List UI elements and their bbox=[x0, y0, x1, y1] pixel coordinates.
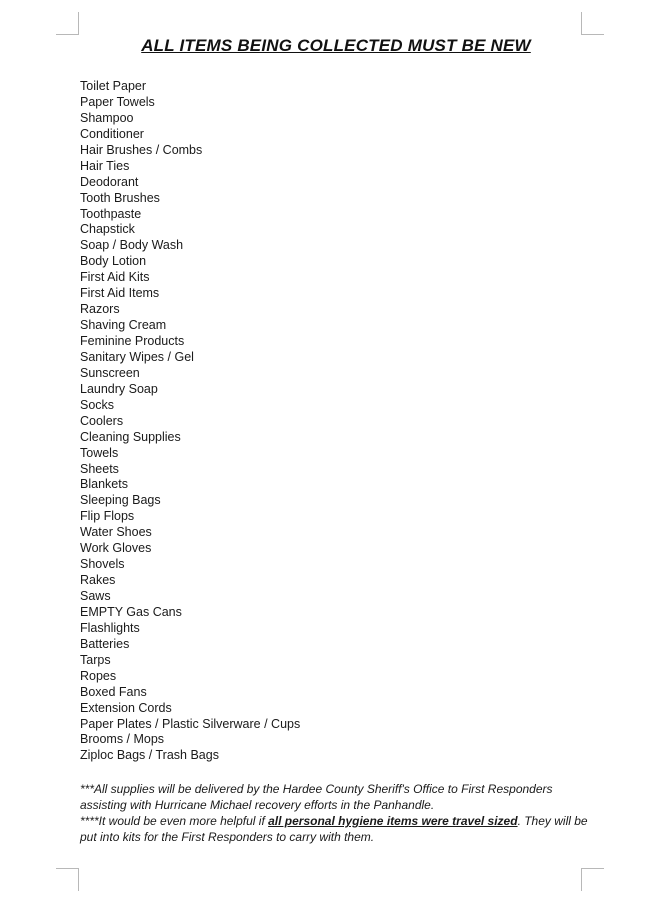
list-item: Flip Flops bbox=[80, 509, 135, 524]
list-item: Extension Cords bbox=[80, 700, 172, 715]
list-item: Hair Ties bbox=[80, 158, 130, 173]
hygiene-note bbox=[80, 813, 600, 845]
collection-item-list bbox=[80, 79, 300, 764]
list-item: Paper Towels bbox=[80, 94, 155, 109]
list-item: Water Shoes bbox=[80, 525, 152, 540]
list-item: Sanitary Wipes / Gel bbox=[80, 349, 194, 364]
list-item: Socks bbox=[80, 397, 115, 412]
list-item: Saws bbox=[80, 589, 111, 603]
list-item: Shampoo bbox=[80, 110, 134, 125]
list-item: Blankets bbox=[80, 477, 128, 492]
list-item: First Aid Kits bbox=[80, 270, 150, 285]
list-item: EMPTY Gas Cans bbox=[80, 604, 182, 619]
page-title: ALL ITEMS BEING COLLECTED MUST BE NEW bbox=[141, 36, 531, 55]
list-item: Toilet Paper bbox=[80, 79, 147, 93]
list-item: Sheets bbox=[80, 461, 119, 476]
list-item: Shovels bbox=[80, 557, 125, 572]
list-item: Sleeping Bags bbox=[80, 493, 161, 508]
crop-mark-top-left bbox=[56, 12, 79, 35]
list-item: Deodorant bbox=[80, 174, 139, 189]
notes-section bbox=[80, 781, 600, 845]
list-item: Ropes bbox=[80, 668, 117, 683]
list-item: Coolers bbox=[80, 413, 124, 428]
list-item: Flashlights bbox=[80, 620, 140, 635]
list-item: Soap / Body Wash bbox=[80, 238, 184, 253]
list-item: Tooth Brushes bbox=[80, 190, 160, 205]
list-item: Batteries bbox=[80, 636, 130, 651]
list-item: Boxed Fans bbox=[80, 684, 147, 699]
list-item: Chapstick bbox=[80, 222, 135, 237]
hygiene-note-emphasis: all personal hygiene items were travel sized bbox=[268, 814, 518, 828]
list-item: Sunscreen bbox=[80, 365, 140, 380]
list-item: Toothpaste bbox=[80, 206, 142, 221]
crop-mark-bottom-left bbox=[56, 868, 79, 891]
hygiene-note-suffix: . They will be put into kits for the First Responders to carry with them. bbox=[80, 814, 588, 844]
list-item: Laundry Soap bbox=[80, 381, 158, 396]
crop-mark-bottom-right bbox=[581, 868, 604, 891]
list-item: Razors bbox=[80, 302, 120, 317]
list-item: Cleaning Supplies bbox=[80, 429, 181, 444]
list-item: Tarps bbox=[80, 652, 111, 667]
list-item: First Aid Items bbox=[80, 286, 160, 301]
list-item: Feminine Products bbox=[80, 334, 185, 348]
list-item: Towels bbox=[80, 445, 119, 460]
delivery-note: ***All supplies will be delivered by the Hardee County Sheriff's Office to First Responders assisting with Hurricane Michael recovery efforts in the Panhandle. bbox=[80, 782, 553, 812]
list-item: Paper Plates / Plastic Silverware / Cups bbox=[80, 716, 301, 731]
crop-mark-top-right bbox=[581, 12, 604, 35]
list-item: Ziploc Bags / Trash Bags bbox=[80, 748, 219, 763]
list-item: Work Gloves bbox=[80, 541, 152, 556]
list-item: Brooms / Mops bbox=[80, 732, 165, 747]
list-item: Shaving Cream bbox=[80, 318, 167, 333]
hygiene-note-prefix: ****It would be even more helpful if bbox=[80, 814, 269, 828]
list-item: Hair Brushes / Combs bbox=[80, 142, 203, 157]
list-item: Conditioner bbox=[80, 126, 144, 141]
list-item: Rakes bbox=[80, 573, 116, 588]
list-item: Body Lotion bbox=[80, 254, 147, 269]
